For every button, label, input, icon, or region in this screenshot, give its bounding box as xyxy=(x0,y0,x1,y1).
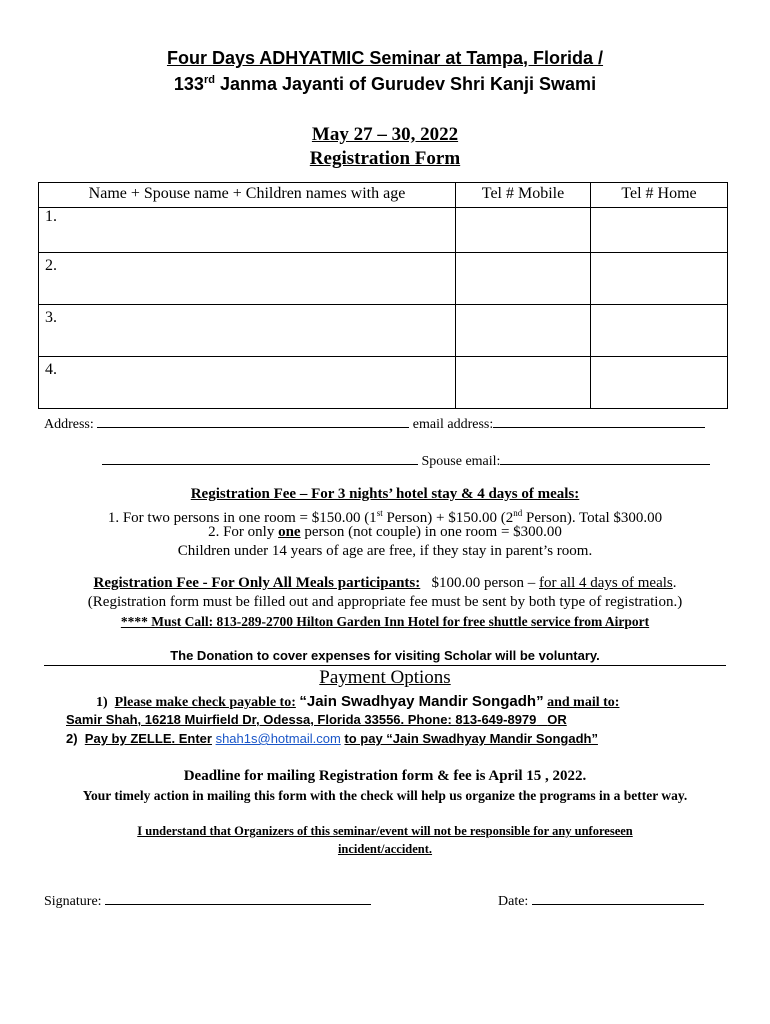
row-names-cell[interactable] xyxy=(39,253,456,305)
fee1-line2 xyxy=(0,523,770,542)
jayanti-number: 133 xyxy=(173,74,204,94)
signature-label: Signature: xyxy=(44,894,102,909)
signature-line xyxy=(44,890,371,910)
header-mobile: Tel # Mobile xyxy=(456,183,591,208)
row-home-cell[interactable] xyxy=(591,305,728,357)
payee-name: “Jain Swadhyay Mandir Songadh” xyxy=(299,693,544,710)
must-call-note: **** Must Call: 813-289-2700 Hilton Garden Inn Hotel for free shuttle service from Airport xyxy=(120,614,650,629)
address-line xyxy=(44,413,705,433)
deadline-note: Deadline for mailing Registration form & fee is April 15 , 2022. xyxy=(183,768,587,784)
fee1-line2-b: person (not couple) in one room = $300.00 xyxy=(300,524,562,540)
payment-options-heading: Payment Options xyxy=(319,667,451,688)
header-names: Name + Spouse name + Children names with age xyxy=(39,183,456,208)
address-field-line2[interactable] xyxy=(102,450,418,465)
fee1-sup2: nd xyxy=(513,508,523,518)
row-names-cell[interactable] xyxy=(39,208,456,253)
header-home: Tel # Home xyxy=(591,183,728,208)
address-label: Address: xyxy=(44,417,94,432)
email-field[interactable] xyxy=(493,413,705,428)
table-header-row xyxy=(39,183,728,208)
table-row xyxy=(39,305,728,357)
fee2-line xyxy=(0,574,770,593)
fee2-heading: Registration Fee - For Only All Meals participants: xyxy=(93,575,421,591)
zelle-email-link[interactable]: shah1s@hotmail.com xyxy=(215,731,341,746)
fee1-heading: Registration Fee – For 3 nights’ hotel stay & 4 days of meals: xyxy=(190,486,580,502)
date-line xyxy=(498,890,704,910)
row-number: 1. xyxy=(45,208,57,225)
fee2-price-days: for all 4 days of meals xyxy=(539,575,673,591)
table-row xyxy=(39,357,728,409)
disclaimer-line1: I understand that Organizers of this seminar/event will not be responsible for any unforeseen xyxy=(137,824,633,838)
spouse-email-label: Spouse email: xyxy=(421,454,501,469)
event-dates: May 27 – 30, 2022 xyxy=(311,124,459,145)
option-1-text: Please make check payable to: xyxy=(114,695,296,710)
spouse-email-line xyxy=(102,450,710,470)
table-row xyxy=(39,208,728,253)
payment-option-1 xyxy=(96,693,619,711)
option-1-mail-to: and mail to: xyxy=(547,695,620,710)
jayanti-text: Janma Jayanti of Gurudev Shri Kanji Swami xyxy=(214,74,597,94)
jayanti-ordinal: rd xyxy=(203,74,215,86)
form-title: Registration Form xyxy=(309,148,461,169)
fee1-line1-a: 1. For two persons in one room = $150.00 (1 xyxy=(107,510,377,526)
row-home-cell[interactable] xyxy=(591,253,728,305)
fee1-line3: Children under 14 years of age are free, if they stay in parent’s room. xyxy=(177,543,593,559)
fee2-price: $100.00 person – xyxy=(431,575,536,591)
mailing-address-text: Samir Shah, 16218 Muirfield Dr, Odessa, Florida 33556. Phone: 813-649-8979 xyxy=(66,712,537,727)
date-label: Date: xyxy=(498,894,529,909)
fee1-line2-one: one xyxy=(278,524,301,540)
fee1-sup1: st xyxy=(376,508,383,518)
row-mobile-cell[interactable] xyxy=(456,305,591,357)
option-2-pay-to: to pay “Jain Swadhyay Mandir Songadh” xyxy=(344,731,598,746)
timely-note: Your timely action in mailing this form with the check will help us organize the programs in a better way. xyxy=(82,788,688,803)
seminar-title: Four Days ADHYATMIC Seminar at Tampa, Florida / xyxy=(166,48,604,68)
row-number: 3. xyxy=(45,309,57,326)
or-label: OR xyxy=(547,712,567,727)
fee1-line2-a: 2. For only xyxy=(208,524,279,540)
row-home-cell[interactable] xyxy=(591,357,728,409)
row-names-cell[interactable] xyxy=(39,357,456,409)
spouse-email-field[interactable] xyxy=(500,450,710,465)
fee2-note: (Registration form must be filled out and appropriate fee must be sent by both type of registration.) xyxy=(87,594,683,610)
jayanti-title xyxy=(0,74,770,95)
row-number: 2. xyxy=(45,257,57,274)
option-2-number: 2) xyxy=(66,731,78,746)
row-number: 4. xyxy=(45,361,57,378)
row-home-cell[interactable] xyxy=(591,208,728,253)
email-label: email address: xyxy=(412,417,494,432)
row-mobile-cell[interactable] xyxy=(456,253,591,305)
payment-option-2 xyxy=(66,731,598,746)
mailing-address xyxy=(66,712,567,727)
table-row xyxy=(39,253,728,305)
row-names-cell[interactable] xyxy=(39,305,456,357)
registrant-table xyxy=(38,182,728,409)
row-mobile-cell[interactable] xyxy=(456,357,591,409)
fee2-period: . xyxy=(672,575,677,591)
row-mobile-cell[interactable] xyxy=(456,208,591,253)
fee1-line1-b: Person) + $150.00 (2 xyxy=(382,510,514,526)
address-field[interactable] xyxy=(97,413,409,428)
donation-note: The Donation to cover expenses for visiting Scholar will be voluntary. xyxy=(44,648,726,666)
option-1-number: 1) xyxy=(96,695,108,710)
date-field[interactable] xyxy=(532,890,704,905)
option-2-text: Pay by ZELLE. Enter xyxy=(84,731,212,746)
disclaimer-line2: incident/accident. xyxy=(337,842,433,856)
signature-field[interactable] xyxy=(105,890,371,905)
fee1-line1-c: Person). Total $300.00 xyxy=(522,510,663,526)
